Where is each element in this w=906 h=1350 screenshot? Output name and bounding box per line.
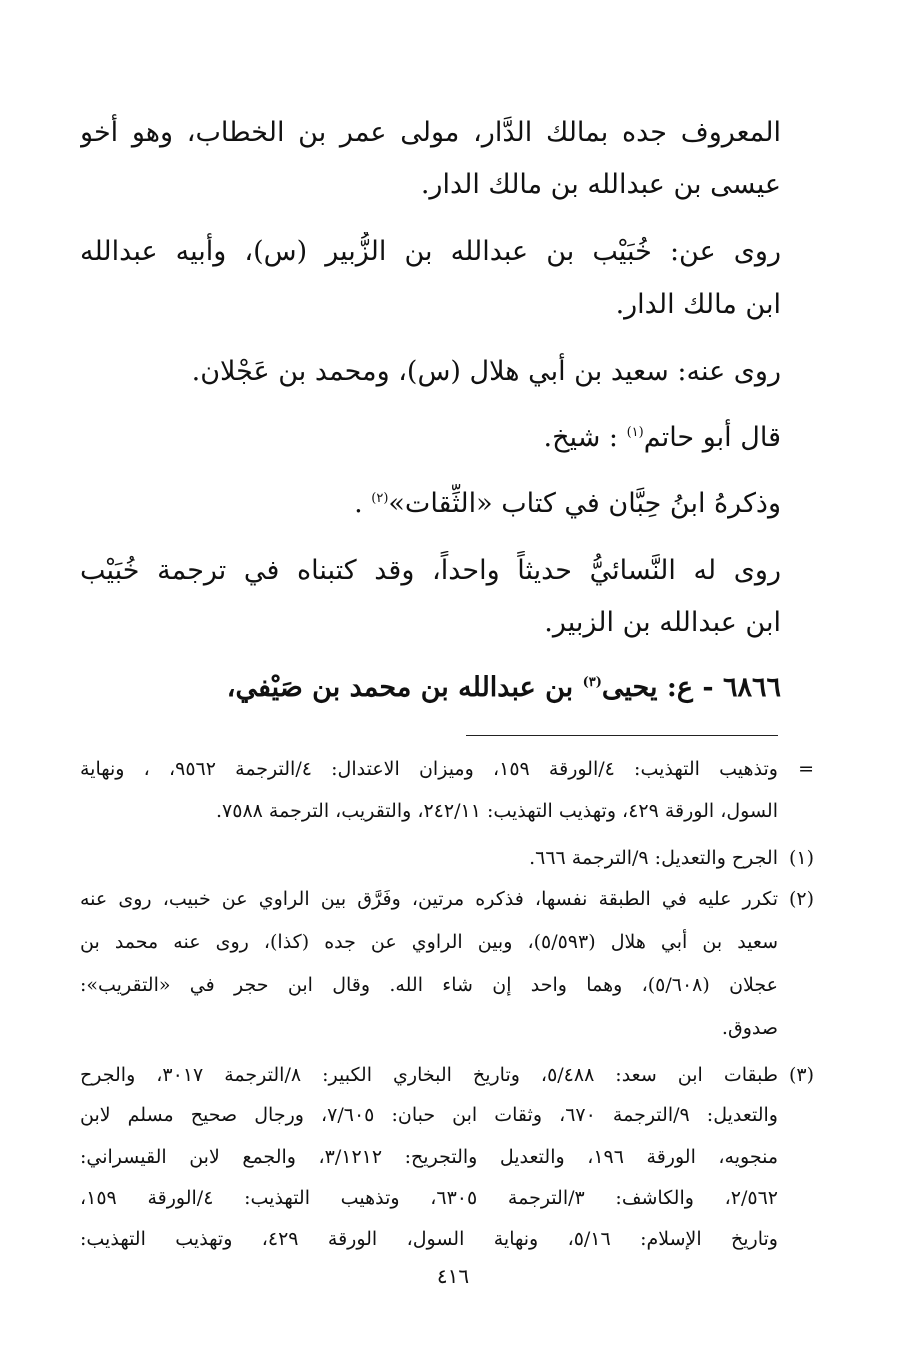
main-text-line: عيسى بن عبدالله بن مالك الدار. — [420, 169, 781, 200]
page-number: ٤١٦ — [436, 1264, 470, 1288]
main-text-line: المعروف جده بمالك الدَّار، مولى عمر بن الخطاب، وهو أخو — [80, 117, 781, 148]
footnote-line: وتاريخ الإسلام: ٥/١٦، ونهاية السول، الورقة ٤٢٩، وتهذيب التهذيب: — [80, 1228, 778, 1250]
footnote-line: منجويه، الورقة ١٩٦، والتعديل والتجريح: ٣/١٢١٢، والجمع لابن القيسراني: — [80, 1146, 778, 1168]
main-text-segment: وذكرهُ ابنُ حِبَّان في كتاب «الثِّقات» — [388, 488, 781, 519]
entry-heading-text: بن عبدالله بن محمد بن صَيْفي، — [226, 672, 583, 703]
main-text-line — [80, 484, 781, 524]
footnote-reference: (٣) — [582, 675, 602, 690]
entry-heading-text: ٦٨٦٦ - ع: يحيى — [601, 672, 781, 703]
footnote-marker: (١) — [788, 847, 814, 869]
footnote-reference: (١) — [626, 425, 644, 440]
entry-heading — [80, 668, 781, 708]
footnote-line: سعيد بن أبي هلال (٥/٥٩٣)، وبين الراوي عن جده (كذا)، روى عنه محمد بن — [80, 931, 778, 953]
main-text-line: ابن عبدالله بن الزبير. — [544, 607, 781, 638]
main-text-segment: . — [354, 488, 372, 519]
footnote-marker: (٢) — [788, 888, 814, 910]
main-text-segment: : شيخ. — [543, 422, 627, 453]
footnote-line: عجلان (٥/٦٠٨)، وهما واحد إن شاء الله. وقال ابن حجر في «التقريب»: — [80, 974, 778, 996]
main-text-line: روى له النَّسائيُّ حديثاً واحداً، وقد كتبناه في ترجمة خُبَيْب — [80, 555, 781, 586]
main-text-line: روى عن: خُبَيْب بن عبدالله بن الزُّبير (س)، وأبيه عبدالله — [80, 236, 781, 267]
main-text-line: روى عنه: سعيد بن أبي هلال (س)، ومحمد بن عَجْلان. — [191, 356, 781, 387]
footnote-line: صدوق. — [721, 1017, 778, 1039]
footnote-marker: (٣) — [788, 1064, 814, 1086]
footnote-line: والتعديل: ٩/الترجمة ٦٧٠، وثقات ابن حبان: ٧/٦٠٥، ورجال صحيح مسلم لابن — [80, 1104, 778, 1126]
main-text-line — [80, 418, 781, 458]
footnote-line: وتذهيب التهذيب: ٤/الورقة ١٥٩، وميزان الاعتدال: ٤/الترجمة ٩٥٦٢، ، ونهاية — [80, 758, 778, 780]
footnote-reference: (٢) — [371, 491, 389, 506]
footnote-line: طبقات ابن سعد: ٥/٤٨٨، وتاريخ البخاري الكبير: ٨/الترجمة ٣٠١٧، والجرح — [80, 1064, 778, 1086]
footnote-marker: = — [798, 758, 814, 780]
main-text-segment: قال أبو حاتم — [643, 422, 781, 453]
footnote-separator — [466, 735, 778, 736]
footnote-line: تكرر عليه في الطبقة نفسها، فذكره مرتين، وفَرَّق بين الراوي عن خبيب، روى عنه — [80, 888, 778, 910]
footnote-line: الجرح والتعديل: ٩/الترجمة ٦٦٦. — [529, 847, 778, 869]
footnote-line: ٢/٥٦٢، والكاشف: ٣/الترجمة ٦٣٠٥، وتذهيب التهذيب: ٤/الورقة ١٥٩، — [80, 1187, 778, 1209]
footnote-line: السول، الورقة ٤٢٩، وتهذيب التهذيب: ٢٤٢/١١، والتقريب، الترجمة ٧٥٨٨. — [215, 800, 778, 822]
main-text-line: ابن مالك الدار. — [615, 289, 781, 320]
